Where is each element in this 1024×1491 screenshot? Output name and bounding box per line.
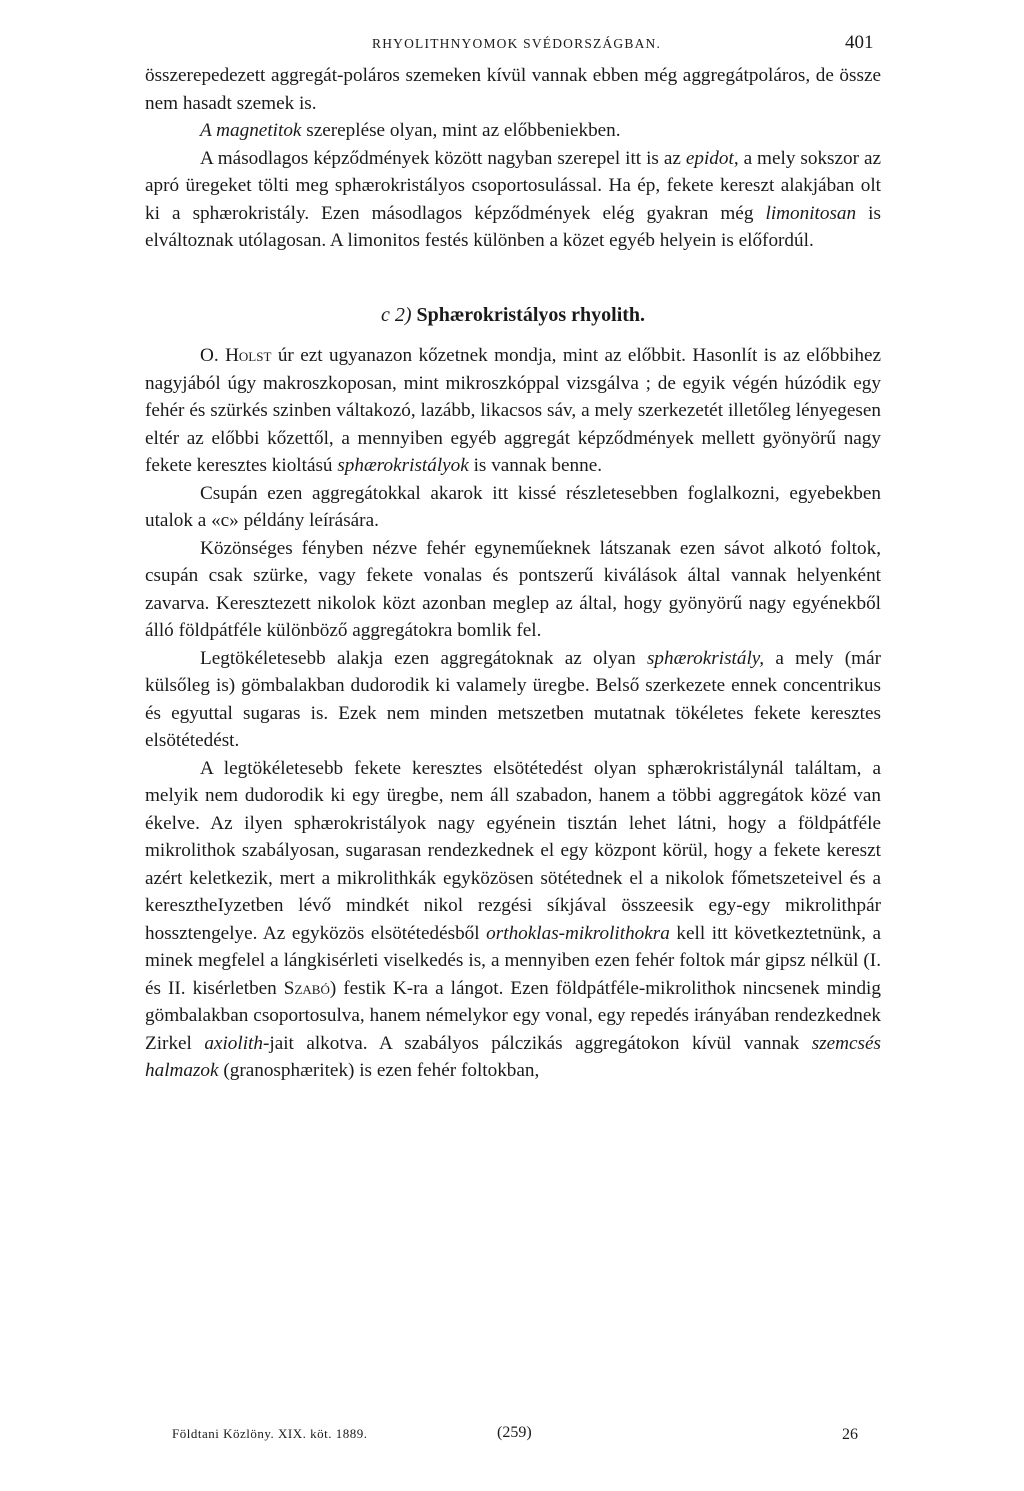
author-name-szabo: Szabó xyxy=(283,977,330,999)
section-title: Sphærokristályos rhyolith. xyxy=(416,303,646,326)
limonitosan-term: limonitosan xyxy=(765,202,857,224)
section-label: c 2) xyxy=(380,303,412,326)
paragraph-3-text-a: A másodlagos képződmények között nagyban szerepel itt is az xyxy=(200,147,686,169)
paragraph-8-text-b: kell itt következtetnünk, a minek megfelel a lángkisérleti viselkedés is, a mennyiben ezen fehér foltok már gipsz nélkül (I. és II. kisérletben xyxy=(145,922,881,999)
page-number: 401 xyxy=(845,32,874,53)
paragraph-7-text-a: Legtökéletesebb alakja ezen aggregátoknak az olyan xyxy=(200,647,647,669)
sphaerokristaly-term: sphærokristály, xyxy=(646,647,765,669)
sheet-number: (259) xyxy=(497,1424,532,1441)
signature-mark: 26 xyxy=(842,1426,858,1443)
sphaerokristalyok-term: sphærokristályok xyxy=(337,455,469,476)
paragraph-8-text-d: -jait alkotva. A szabályos pálczikás aggregátokon kívül vannak xyxy=(262,1032,812,1054)
paragraph-4-text-b: úr ezt ugyanazon kőzetnek mondja, mint az előbbit. Hasonlít is az előbbihez nagyjából úgy makroszkoposan, mint mikroszkóppal vizsgálva ; de egyik végén húzódik egy fehér és szürkés szinben váltakozó, lazább, likacsos sáv, a mely szerkezetét illetőleg lényegesen eltér az előbbi kőzettől, a mennyiben egyéb aggregát képződmények mellett gyönyörű nagy fekete keresztes kioltású xyxy=(145,345,881,476)
paragraph-8-text-c: ) festik K-ra a lángot. Ezen földpátféle-mikrolithok nincsenek mindig gömbalakban csoportosulva, hanem némelykor egy vonal, egy repedés irányában rendezkednek Zirkel xyxy=(145,977,881,1054)
author-name-holst: Holst xyxy=(225,345,272,366)
paragraph-3-text-c: is elváltoznak utólagosan. A limonitos festés különben a közet egyéb helyein is előfordúl. xyxy=(145,202,881,251)
paragraph-4-text-c: is vannak benne. xyxy=(468,455,603,476)
journal-reference: Földtani Közlöny. XIX. köt. 1889. xyxy=(172,1426,368,1441)
section-heading xyxy=(145,302,881,330)
paragraph-6: Közönséges fényben nézve fehér egyneműeknek látszanak ezen sávot alkotó foltok, csupán csak szürke, vagy fekete vonalas és pontszerű kiválások által vannak helyenként zavarva. Keresztezett nikolok közt azonban meglep az által, hogy gyönyörű nagy egyénekből álló földpátféle különböző aggregátokra bomlik fel. xyxy=(145,537,881,641)
paragraph-4-text-a: O. xyxy=(200,345,226,366)
paragraph-7 xyxy=(145,645,881,755)
magnetitok-term: A magnetitok xyxy=(200,120,302,141)
running-title: RHYOLITHNYOMOK SVÉDORSZÁGBAN. xyxy=(372,36,662,51)
paragraph-2-text: szereplése olyan, mint az előbbeniekben. xyxy=(301,120,621,141)
page-footer xyxy=(0,1422,1024,1446)
axiolith-term: axiolith xyxy=(204,1032,263,1054)
body-text xyxy=(145,62,881,1085)
paragraph-3-text-b: , a mely sokszor az apró üregeket tölti meg sphærokristályos csoportosulással. Ha ép, fekete kereszt alakjában olt ki a sphærokristály. Ezen másodlagos képződmények elég gyakran még xyxy=(145,147,881,224)
paragraph-2 xyxy=(145,117,881,145)
paragraph-8 xyxy=(145,755,881,1085)
paragraph-8-text-e: (granosphæritek) is ezen fehér foltokban, xyxy=(218,1060,540,1081)
paragraph-1 xyxy=(145,62,881,117)
orthoklas-term: orthoklas-mikrolithokra xyxy=(486,922,670,944)
paragraph-4 xyxy=(145,342,881,480)
paragraph-1-text: összerepedezett aggregát-poláros szemeken kívül vannak ebben még aggregátpoláros, de össze nem hasadt szemek is. xyxy=(145,65,881,114)
paragraph-3 xyxy=(145,145,881,255)
paragraph-7-text-b: a mely (már külsőleg is) gömbalakban dudorodik ki valamely üregbe. Belső szerkezete ennek concentrikus és egyuttal sugaras is. Ezek nem minden metszetben mutatnak tökéletes fekete keresztes elsötétedést. xyxy=(145,647,882,751)
paragraph-5: Csupán ezen aggregátokkal akarok itt kissé részletesebben foglalkozni, egyebekben utalok a «c» példány leírására. xyxy=(145,482,881,531)
epidot-term: epidot xyxy=(685,147,734,169)
szemcses-halmazok-term: szemcsés halmazok xyxy=(145,1032,881,1081)
paragraph-8-text-a: A legtökéletesebb fekete keresztes elsötétedést olyan sphærokristálynál találtam, a melyik nem dudorodik ki egy üregbe, nem áll szabadon, hanem a többi aggregátok közé van ékelve. Az ilyen sphærokristályok nagy egyénein tisztán lehet látni, hogy a földpátféle mikrolithok szabályosan, sugarasan rendezkednek el egy központ körül, hogy a fekete kereszt azért keletkezik, mert a mikrolithkák egyközösen sötétednek el a nikolok főmetszeteivel és a keresztheIyzetben lévő mindkét nikol rezgési síkjával összeesik egy-egy mikrolithpár hossztengelye. Az egyközös elsötétedésből xyxy=(145,757,881,944)
